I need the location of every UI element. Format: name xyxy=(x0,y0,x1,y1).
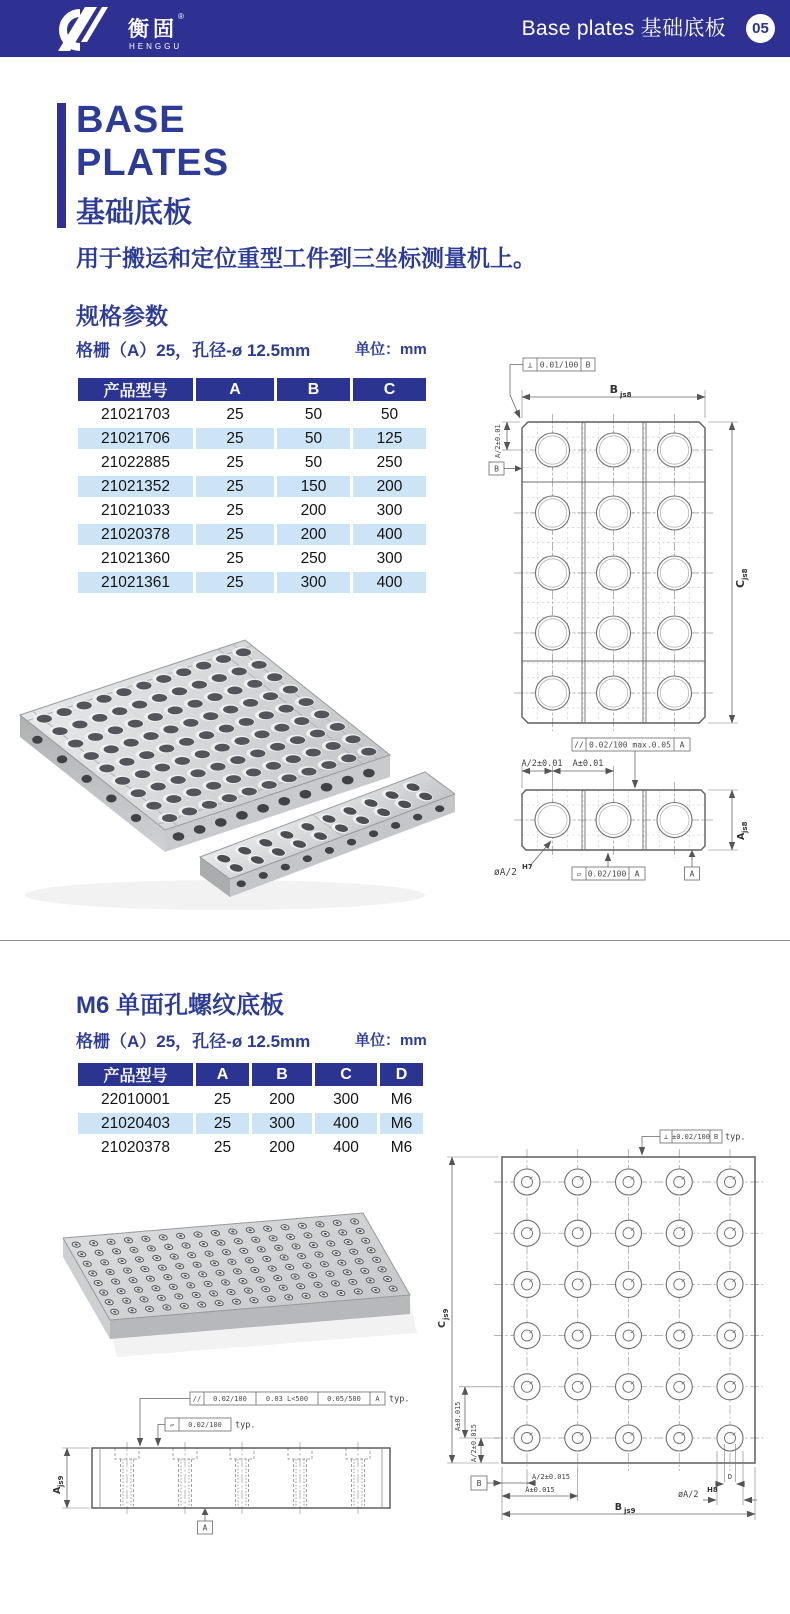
svg-text:0.02/100 max.0.05: 0.02/100 max.0.05 xyxy=(589,740,671,750)
fcf-flatness xyxy=(572,867,645,880)
svg-text:js8: js8 xyxy=(741,821,749,833)
section1-unit: 单位：mm xyxy=(355,341,427,358)
dim-a-horizontal: A±0.015 xyxy=(525,1486,555,1494)
column-header: 产品型号 xyxy=(78,378,193,401)
section2-spec: 格栅（A）25，孔径-ø 12.5mm xyxy=(76,1032,311,1051)
dim-label-a-half: A/2±0.01 xyxy=(494,424,502,458)
table-cell: 125 xyxy=(353,428,426,449)
svg-text:0.02/100: 0.02/100 xyxy=(213,1395,247,1403)
svg-text:A: A xyxy=(375,1395,380,1403)
table-cell: 50 xyxy=(277,404,350,425)
svg-text:▱: ▱ xyxy=(576,869,582,879)
table-cell: 400 xyxy=(353,524,426,545)
svg-text:0.02/100: 0.02/100 xyxy=(587,869,627,879)
svg-text:A: A xyxy=(679,740,685,750)
plate-top-face xyxy=(20,640,390,830)
table-row xyxy=(78,524,426,545)
table-cell: 25 xyxy=(196,524,274,545)
dim-a-vertical: A±0.015 xyxy=(454,1401,462,1431)
table-cell: 150 xyxy=(277,476,350,497)
svg-text:A: A xyxy=(52,1486,63,1494)
table-cell: 21020378 xyxy=(78,524,193,545)
dim-label-A xyxy=(52,1475,65,1494)
datum-a xyxy=(198,1521,213,1534)
table-cell: 25 xyxy=(196,572,274,593)
product-photo-base-plates xyxy=(15,600,455,940)
fcf-suffix: typ. xyxy=(725,1132,746,1143)
title-accent-bar xyxy=(57,103,66,228)
table-row xyxy=(78,476,426,497)
svg-text:⊥: ⊥ xyxy=(527,360,533,370)
table-cell: 300 xyxy=(353,500,426,521)
table-row xyxy=(78,428,426,449)
table-cell: 300 xyxy=(353,548,426,569)
svg-text:0.05/500: 0.05/500 xyxy=(327,1395,361,1403)
svg-text://: // xyxy=(192,1395,202,1403)
table-header-row xyxy=(78,1063,423,1086)
table-cell: 25 xyxy=(196,548,274,569)
table-cell: 250 xyxy=(353,452,426,473)
section2-unit: 单位：mm xyxy=(355,1032,427,1049)
svg-text:0.03 L<500: 0.03 L<500 xyxy=(265,1395,309,1403)
table-cell: 25 xyxy=(196,1137,249,1158)
datum-b xyxy=(471,1476,487,1490)
table-cell: 50 xyxy=(353,404,426,425)
fcf-suffix: typ. xyxy=(389,1394,410,1405)
column-header: D xyxy=(380,1063,423,1086)
table-cell: 25 xyxy=(196,500,274,521)
table-cell: 25 xyxy=(196,452,274,473)
technical-drawing-base-plate xyxy=(460,340,790,885)
table-cell: 21021352 xyxy=(78,476,193,497)
table-cell: M6 xyxy=(380,1089,423,1110)
datum-b xyxy=(489,462,504,475)
dim-label-B-sub: js8 xyxy=(620,391,632,399)
technical-drawing-side-view xyxy=(40,1380,430,1545)
fcf-perpendicularity xyxy=(660,1130,722,1143)
table-cell: 25 xyxy=(196,428,274,449)
table-cell: 21021360 xyxy=(78,548,193,569)
table-header-row xyxy=(78,378,426,401)
table-cell: 25 xyxy=(196,1113,249,1134)
dim-label-B-sub: js9 xyxy=(624,1507,636,1515)
svg-text:B: B xyxy=(494,464,499,474)
spec-table-1 xyxy=(75,375,429,596)
svg-text:js8: js8 xyxy=(741,568,749,580)
fcf-parallelism xyxy=(572,738,690,751)
table-row xyxy=(78,1137,423,1158)
table-row xyxy=(78,452,426,473)
section1-heading: 规格参数 xyxy=(76,303,168,329)
section2-heading: M6 单面孔螺纹底板 xyxy=(76,992,285,1019)
table-cell: 21021361 xyxy=(78,572,193,593)
sec-dim-a-half: A/2±0.01 xyxy=(521,759,563,769)
table-cell: 21020378 xyxy=(78,1137,193,1158)
svg-text:0.02/100: 0.02/100 xyxy=(188,1421,222,1429)
table-row xyxy=(78,500,426,521)
table-cell: 21020403 xyxy=(78,1113,193,1134)
table-cell: 50 xyxy=(277,428,350,449)
svg-text:▱: ▱ xyxy=(169,1421,175,1429)
product-photo-threaded-plate xyxy=(35,1165,435,1365)
spec-table-2 xyxy=(75,1060,426,1161)
logo-text-cn: 衡固 xyxy=(128,18,178,41)
registered-mark: ® xyxy=(178,12,184,21)
column-header: C xyxy=(353,378,426,401)
hole-fit-label: H8 xyxy=(707,1486,718,1494)
logo-mark-icon xyxy=(58,7,108,51)
svg-text:A: A xyxy=(736,832,747,840)
table-cell: 25 xyxy=(196,476,274,497)
table-cell: 200 xyxy=(277,500,350,521)
hole-diameter-label: øA/2 xyxy=(678,1490,699,1500)
table-row xyxy=(78,1113,423,1134)
column-header: B xyxy=(277,378,350,401)
hole-diameter-label: øA/2 xyxy=(494,867,517,878)
column-header: A xyxy=(196,1063,249,1086)
technical-drawing-threaded-plate xyxy=(435,1090,790,1520)
table-cell: 250 xyxy=(277,548,350,569)
table-cell: 50 xyxy=(277,452,350,473)
fcf-suffix: typ. xyxy=(235,1420,256,1431)
svg-text:js9: js9 xyxy=(57,1475,65,1487)
table-cell: 400 xyxy=(353,572,426,593)
table-row xyxy=(78,548,426,569)
table-cell: 22010001 xyxy=(78,1089,193,1110)
dim-label-C xyxy=(437,1308,450,1328)
table-cell: 400 xyxy=(315,1137,377,1158)
hero-title-line1: BASE xyxy=(76,99,186,141)
table-cell: 25 xyxy=(196,404,274,425)
table-cell: M6 xyxy=(380,1137,423,1158)
table-row xyxy=(78,404,426,425)
svg-text:C: C xyxy=(734,579,747,588)
page-number-badge: 05 xyxy=(746,14,775,43)
svg-text:B: B xyxy=(585,360,591,370)
svg-text:A: A xyxy=(689,869,695,879)
section1-spec: 格栅（A）25，孔径-ø 12.5mm xyxy=(76,341,311,360)
table-cell: 21021033 xyxy=(78,500,193,521)
svg-text:B: B xyxy=(713,1133,719,1141)
page-header xyxy=(0,0,790,57)
table-cell: 21022885 xyxy=(78,452,193,473)
brand-logo xyxy=(30,6,240,52)
svg-text:B: B xyxy=(476,1479,482,1488)
dim-label-D: D xyxy=(727,1473,733,1481)
dim-a-half-horizontal: A/2±0.015 xyxy=(532,1473,570,1481)
table-cell: 21021706 xyxy=(78,428,193,449)
column-header: A xyxy=(196,378,274,401)
table-cell: 200 xyxy=(277,524,350,545)
table-cell: 300 xyxy=(252,1113,312,1134)
dim-label-B: B xyxy=(609,383,618,396)
svg-text:A: A xyxy=(202,1523,208,1533)
fcf-parallelism xyxy=(190,1392,385,1405)
dim-a-half-vertical: A/2±0.015 xyxy=(470,1424,478,1462)
page-title: Base plates 基础底板 xyxy=(521,17,726,40)
table-cell: M6 xyxy=(380,1113,423,1134)
table-row xyxy=(78,1089,423,1110)
dim-label-B: B xyxy=(614,1502,622,1513)
table-cell: 200 xyxy=(252,1137,312,1158)
logo-text-en: HENGGU xyxy=(129,42,183,51)
table-cell: 25 xyxy=(196,1089,249,1110)
column-header: B xyxy=(252,1063,312,1086)
svg-text:js9: js9 xyxy=(442,1308,450,1320)
hero-title-line2: PLATES xyxy=(76,142,230,184)
svg-text:C: C xyxy=(437,1321,448,1328)
table-cell: 21021703 xyxy=(78,404,193,425)
table-cell: 200 xyxy=(252,1089,312,1110)
svg-text:±0.02/100: ±0.02/100 xyxy=(672,1133,710,1141)
table-row xyxy=(78,572,426,593)
datum-a xyxy=(685,867,700,880)
hole-fit-label: H7 xyxy=(522,863,533,871)
svg-text:0.01/100: 0.01/100 xyxy=(539,360,579,370)
table-cell: 300 xyxy=(315,1089,377,1110)
svg-text://: // xyxy=(574,740,584,750)
svg-text:A: A xyxy=(634,869,640,879)
dim-label-C xyxy=(734,568,749,588)
table-cell: 400 xyxy=(315,1113,377,1134)
svg-text:⊥: ⊥ xyxy=(663,1133,669,1141)
fcf-flatness xyxy=(165,1418,231,1431)
sec-dim-a: A±0.01 xyxy=(572,759,604,769)
column-header: 产品型号 xyxy=(78,1063,193,1086)
table-cell: 300 xyxy=(277,572,350,593)
fcf-perpendicularity xyxy=(523,358,595,371)
table-cell: 200 xyxy=(353,476,426,497)
column-header: C xyxy=(315,1063,377,1086)
hero-subtitle: 基础底板 xyxy=(76,197,193,229)
section-divider xyxy=(0,940,790,941)
dim-label-A xyxy=(736,821,749,840)
hero-description: 用于搬运和定位重型工件到三坐标测量机上。 xyxy=(76,245,536,271)
